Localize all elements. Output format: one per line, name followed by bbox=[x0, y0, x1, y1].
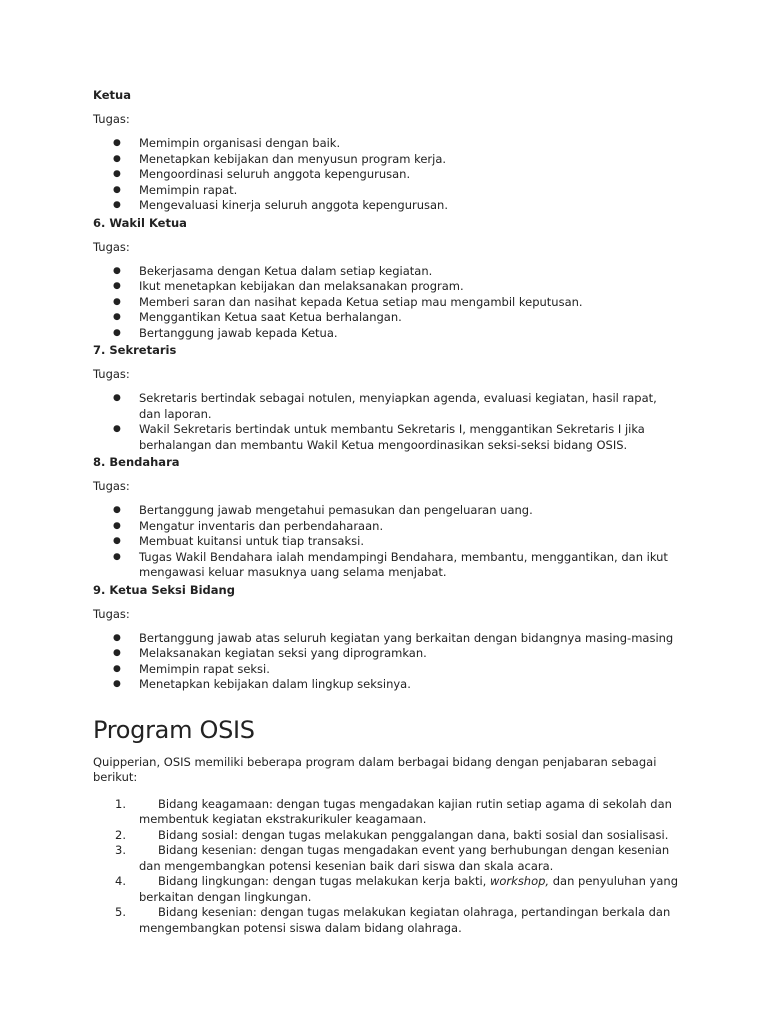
section-ketua bbox=[93, 88, 678, 214]
list-item-text: Wakil Sekretaris bertindak untuk membantu Sekretaris I, menggantikan Sekretaris I jika berhalangan dan membantu Wakil Ketua mengoordinasikan seksi-seksi bidang OSIS. bbox=[139, 422, 645, 452]
bullet-icon: ● bbox=[113, 138, 121, 148]
list-item bbox=[93, 310, 678, 326]
list-item-text: Menggantikan Ketua saat Ketua berhalangan. bbox=[139, 310, 402, 324]
list-item-text: Sekretaris bertindak sebagai notulen, menyiapkan agenda, evaluasi kegiatan, hasil rapat, dan laporan. bbox=[139, 391, 657, 421]
list-item bbox=[93, 646, 678, 662]
list-item bbox=[93, 503, 678, 519]
list-item bbox=[93, 264, 678, 280]
list-item-text: Bertanggung jawab mengetahui pemasukan dan pengeluaran uang. bbox=[139, 503, 533, 517]
list-item bbox=[93, 843, 678, 874]
bullet-icon: ● bbox=[113, 393, 121, 403]
section-heading: Ketua bbox=[93, 88, 131, 102]
list-item bbox=[93, 677, 678, 693]
list-item-text: Mengoordinasi seluruh anggota kepengurusan. bbox=[139, 167, 411, 181]
bullet-icon: ● bbox=[113, 281, 121, 291]
tugas-label: Tugas: bbox=[93, 112, 130, 126]
item-number: 1. bbox=[115, 796, 126, 811]
list-item-text: Menetapkan kebijakan dalam lingkup seksinya. bbox=[139, 677, 411, 691]
bullet-icon: ● bbox=[113, 505, 121, 515]
bullet-icon: ● bbox=[113, 679, 121, 689]
item-number: 5. bbox=[115, 905, 126, 919]
list-item-text-after: dan penyuluhan yang berkaitan dengan lingkungan. bbox=[139, 874, 679, 904]
bullet-icon: ● bbox=[113, 169, 121, 179]
list-item bbox=[93, 828, 678, 844]
list-item-text: Bidang kesenian: dengan tugas mengadakan event yang berhubungan dengan kesenian dan mengembangkan potensi kesenian baik dari siswa dan skala acara. bbox=[139, 843, 670, 873]
bullet-icon: ● bbox=[113, 520, 121, 531]
list-item bbox=[93, 279, 678, 295]
list-item bbox=[93, 422, 678, 453]
bullet-list bbox=[93, 264, 678, 342]
list-item bbox=[93, 797, 678, 828]
section-heading: 6. Wakil Ketua bbox=[93, 215, 187, 230]
tugas-label: Tugas: bbox=[93, 606, 130, 621]
list-item-text: Bidang kesenian: dengan tugas melakukan kegiatan olahraga, pertandingan berkala dan mengembangkan potensi siswa dalam bidang olahraga. bbox=[139, 905, 671, 935]
tugas-label: Tugas: bbox=[93, 367, 130, 381]
list-item bbox=[93, 519, 678, 535]
list-item-text: Bertanggung jawab kepada Ketua. bbox=[139, 325, 338, 340]
item-number: 3. bbox=[115, 843, 126, 857]
section-sekretaris bbox=[93, 343, 678, 453]
bullet-icon: ● bbox=[113, 153, 121, 164]
section-heading: 7. Sekretaris bbox=[93, 343, 177, 357]
list-item-text: Mengatur inventaris dan perbendaharaan. bbox=[139, 518, 384, 533]
tugas-label: Tugas: bbox=[93, 239, 130, 254]
bullet-icon: ● bbox=[113, 327, 121, 338]
item-number: 2. bbox=[115, 827, 126, 842]
list-item bbox=[93, 326, 678, 342]
list-item bbox=[93, 550, 678, 581]
list-item bbox=[93, 631, 678, 647]
list-item-text: Tugas Wakil Bendahara ialah mendampingi Bendahara, membantu, menggantikan, dan ikut mengawasi keluar masuknya uang selama menjabat. bbox=[139, 549, 668, 579]
list-item bbox=[93, 534, 678, 550]
list-item bbox=[93, 662, 678, 678]
list-item-text: Bertanggung jawab atas seluruh kegiatan yang berkaitan dengan bidangnya masing-masing bbox=[139, 630, 674, 645]
section-ketua-seksi-bidang bbox=[93, 583, 678, 693]
bullet-icon: ● bbox=[113, 551, 121, 562]
section-bendahara bbox=[93, 455, 678, 581]
bullet-icon: ● bbox=[113, 312, 121, 322]
list-item-text-before: Bidang lingkungan: dengan tugas melakukan kerja bakti, bbox=[158, 874, 490, 888]
list-item bbox=[93, 905, 678, 936]
list-item-text: Bekerjasama dengan Ketua dalam setiap kegiatan. bbox=[139, 263, 433, 278]
list-item-text: Membuat kuitansi untuk tiap transaksi. bbox=[139, 534, 364, 548]
list-item bbox=[93, 136, 678, 152]
list-item-text: Bidang sosial: dengan tugas melakukan penggalangan dana, bakti sosial dan sosialisasi. bbox=[158, 827, 669, 842]
list-item bbox=[93, 152, 678, 168]
bullet-icon: ● bbox=[113, 536, 121, 546]
list-item bbox=[93, 295, 678, 311]
list-item bbox=[93, 198, 678, 214]
section-heading: 8. Bendahara bbox=[93, 455, 180, 469]
list-item-text: Mengevaluasi kinerja seluruh anggota kepengurusan. bbox=[139, 198, 449, 212]
bullet-list bbox=[93, 503, 678, 581]
section-heading: 9. Ketua Seksi Bidang bbox=[93, 582, 235, 597]
bullet-icon: ● bbox=[113, 648, 121, 658]
list-item-text-emphasis: workshop, bbox=[489, 874, 550, 888]
bullet-list bbox=[93, 136, 678, 214]
bullet-icon: ● bbox=[113, 184, 121, 195]
bullet-icon: ● bbox=[113, 200, 121, 210]
list-item bbox=[93, 183, 678, 199]
list-item-text: Bidang keagamaan: dengan tugas mengadakan kajian rutin setiap agama di sekolah dan membentuk kegiatan ekstrakurikuler keagamaan. bbox=[139, 796, 672, 826]
tugas-label: Tugas: bbox=[93, 479, 130, 493]
program-intro: Quipperian, OSIS memiliki beberapa program dalam berbagai bidang dengan penjabaran sebagai berikut: bbox=[93, 754, 657, 784]
list-item bbox=[93, 167, 678, 183]
bullet-list bbox=[93, 631, 678, 693]
list-item-text: Memberi saran dan nasihat kepada Ketua setiap mau mengambil keputusan. bbox=[139, 294, 583, 309]
list-item bbox=[93, 874, 678, 905]
program-title: Program OSIS bbox=[93, 715, 255, 744]
list-item-text: Ikut menetapkan kebijakan dan melaksanakan program. bbox=[139, 279, 464, 293]
document-page bbox=[93, 88, 678, 936]
list-item-text: Memimpin rapat seksi. bbox=[139, 661, 270, 676]
list-item bbox=[93, 391, 678, 422]
bullet-list bbox=[93, 391, 678, 453]
bullet-icon: ● bbox=[113, 632, 121, 643]
list-item-text: Memimpin rapat. bbox=[139, 182, 238, 197]
bullet-icon: ● bbox=[113, 265, 121, 276]
bullet-icon: ● bbox=[113, 296, 121, 307]
program-list bbox=[93, 797, 678, 937]
list-item-text: Melaksanakan kegiatan seksi yang diprogramkan. bbox=[139, 646, 427, 660]
item-number: 4. bbox=[115, 874, 126, 888]
section-wakil-ketua bbox=[93, 216, 678, 342]
bullet-icon: ● bbox=[113, 663, 121, 674]
list-item-text: Memimpin organisasi dengan baik. bbox=[139, 136, 341, 150]
list-item-text: Menetapkan kebijakan dan menyusun program kerja. bbox=[139, 151, 447, 166]
bullet-icon: ● bbox=[113, 424, 121, 434]
